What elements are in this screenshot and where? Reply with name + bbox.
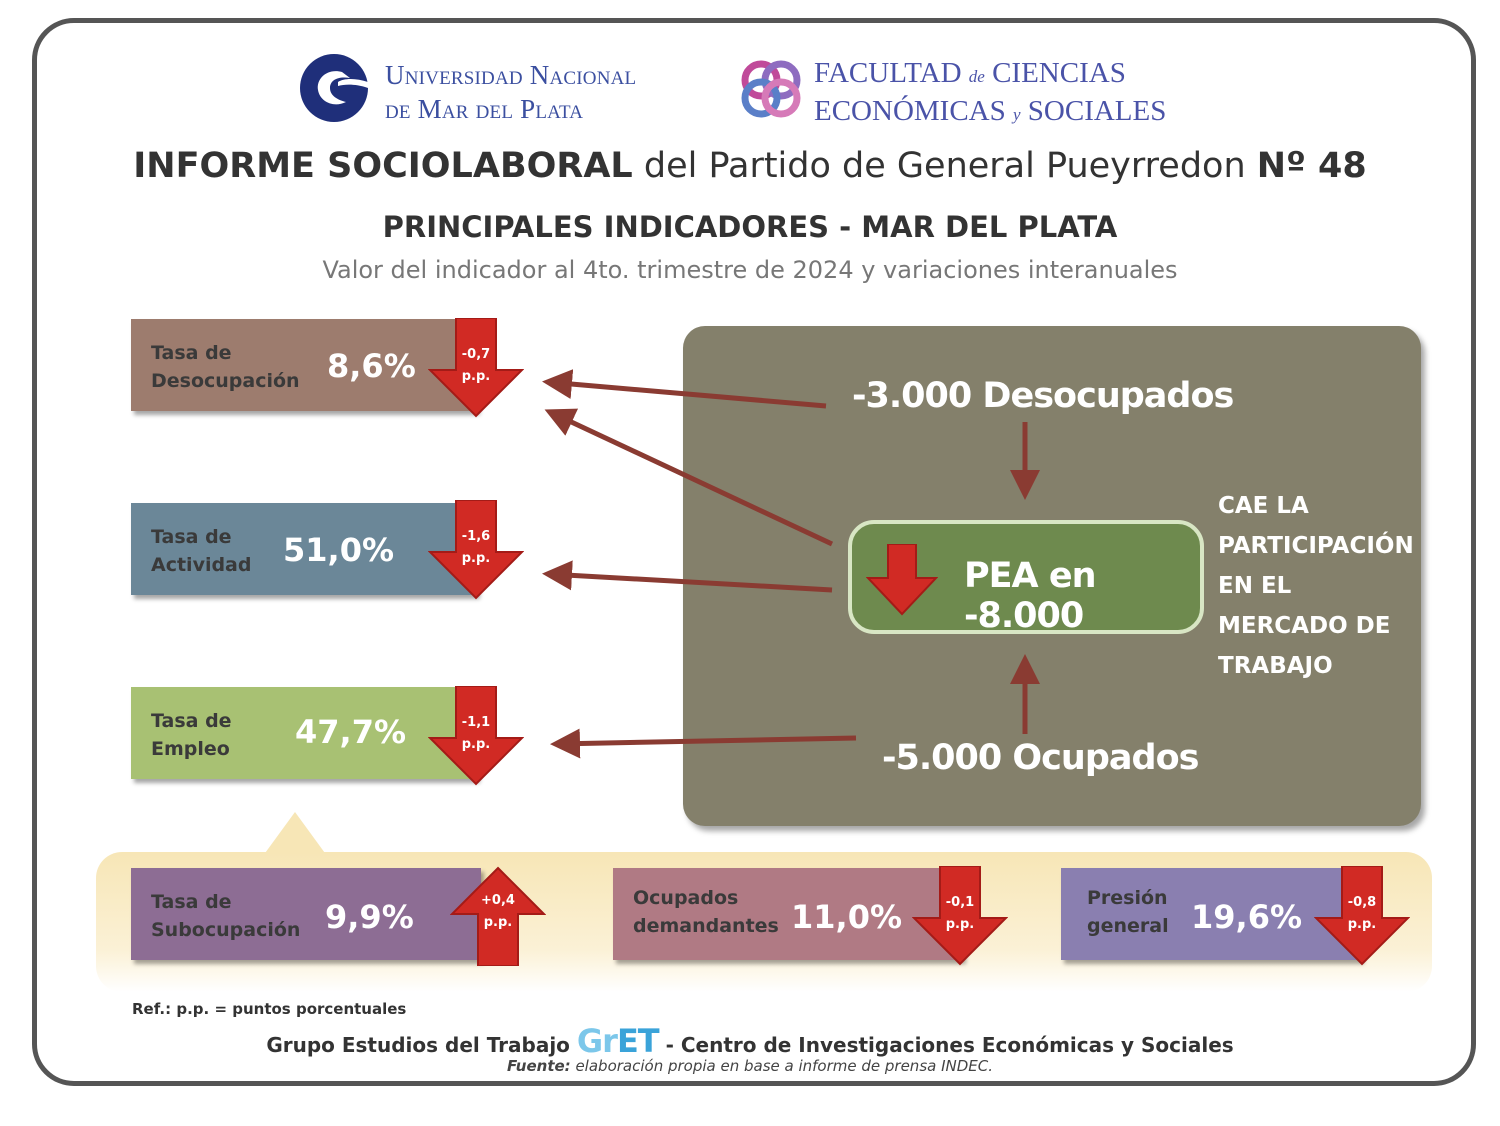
indicator-desocupacion [131, 319, 477, 411]
indicator-value: 11,0% [791, 898, 903, 936]
desocupados-change: -3.000 Desocupados [852, 376, 1234, 416]
label-line: Presión [1087, 887, 1168, 909]
indicator-subocupacion [131, 868, 481, 960]
report-title-rest: del Partido de General Pueyrredon [643, 146, 1246, 186]
faculty-word: FACULTAD [814, 57, 962, 89]
change-line: -0,1 [945, 895, 975, 910]
label-line: Tasa de [151, 710, 232, 732]
faculty-word: de [968, 67, 985, 86]
indicator-label [151, 888, 300, 944]
gret-logo-part: Gr [576, 1022, 617, 1060]
note-line: MERCADO DE [1218, 613, 1391, 639]
report-number: Nº 48 [1256, 146, 1367, 186]
down-arrow-icon [866, 544, 938, 616]
footer-source [0, 1057, 1500, 1075]
report-title-bold: INFORME SOCIOLABORAL [133, 146, 633, 186]
change-line: p.p. [461, 737, 491, 752]
indicator-label [151, 523, 251, 579]
faculty-word: SOCIALES [1027, 95, 1167, 127]
faculty-line-1 [814, 56, 1166, 94]
change-value [428, 712, 524, 756]
indicator-label [151, 707, 232, 763]
sub-subtitle: Valor del indicador al 4to. trimestre de 2024 y variaciones interanuales [322, 256, 1178, 284]
change-badge-desocupacion [428, 318, 524, 418]
label-line: Tasa de [151, 891, 232, 913]
indicator-ocupados-demandantes [613, 868, 963, 960]
faculty-name [814, 56, 1166, 132]
label-line: Subocupación [151, 919, 301, 941]
note-line: PARTICIPACIÓN [1218, 533, 1414, 559]
faculty-word: y [1013, 105, 1021, 124]
change-value [428, 526, 524, 570]
source-text: elaboración propia en base a informe de prensa INDEC. [575, 1057, 994, 1075]
change-badge-subocupacion [450, 866, 546, 966]
university-name [385, 58, 636, 126]
change-value [450, 890, 546, 934]
change-badge-actividad [428, 500, 524, 600]
footnote-ref: Ref.: p.p. = puntos porcentuales [132, 1000, 407, 1018]
change-value [428, 344, 524, 388]
source-label: Fuente: [506, 1057, 571, 1075]
label-line: Ocupados [633, 887, 739, 909]
change-line: p.p. [461, 369, 491, 384]
change-badge-presion-general [1314, 866, 1410, 966]
indicator-value: 47,7% [295, 713, 407, 751]
note-line: EN EL [1218, 573, 1292, 599]
university-line-1: Universidad Nacional [385, 60, 637, 90]
label-line: Actividad [151, 554, 252, 576]
indicator-value: 8,6% [327, 347, 416, 385]
change-line: +0,4 [481, 893, 515, 908]
center-name: - Centro de Investigaciones Económicas y Sociales [665, 1033, 1234, 1057]
change-line: -0,8 [1347, 895, 1377, 910]
change-line: p.p. [945, 917, 975, 932]
change-line: p.p. [1347, 917, 1377, 932]
label-line: Desocupación [151, 370, 300, 392]
indicator-value: 9,9% [325, 898, 414, 936]
indicator-empleo [131, 687, 477, 779]
label-line: demandantes [633, 915, 779, 937]
change-line: -0,7 [461, 347, 491, 362]
gret-logo-part: ET [616, 1022, 659, 1060]
label-line: Tasa de [151, 342, 232, 364]
indicator-label [633, 884, 779, 940]
label-line: general [1087, 915, 1169, 937]
report-title [0, 146, 1500, 186]
change-value [1314, 892, 1410, 936]
change-line: -1,6 [461, 529, 491, 544]
indicator-actividad [131, 503, 477, 595]
group-name: Grupo Estudios del Trabajo [266, 1033, 570, 1057]
ocupados-change: -5.000 Ocupados [882, 738, 1199, 778]
faculty-word: ECONÓMICAS [814, 95, 1006, 127]
university-line-2: de Mar del Plata [385, 94, 584, 124]
gret-logo [577, 1022, 659, 1060]
indicator-label [151, 339, 300, 395]
indicator-label [1087, 884, 1169, 940]
note-line: TRABAJO [1218, 653, 1333, 679]
indicator-value: 51,0% [283, 531, 395, 569]
change-line: p.p. [461, 551, 491, 566]
faculty-line-2 [814, 94, 1166, 132]
change-line: p.p. [483, 915, 513, 930]
faculty-word: CIENCIAS [992, 57, 1126, 89]
label-line: Tasa de [151, 526, 232, 548]
change-badge-ocupados-demandantes [912, 866, 1008, 966]
subtitle: PRINCIPALES INDICADORES - MAR DEL PLATA [382, 210, 1118, 244]
pea-change: PEA en -8.000 [964, 556, 1096, 636]
change-badge-empleo [428, 686, 524, 786]
change-line: -1,1 [461, 715, 491, 730]
change-value [912, 892, 1008, 936]
pea-box [848, 520, 1204, 634]
note-line: CAE LA [1218, 493, 1309, 519]
fces-logo-icon [735, 52, 807, 124]
participation-note [1218, 486, 1414, 686]
footer-group [0, 1022, 1500, 1060]
unmdp-logo-icon [298, 52, 372, 124]
label-line: Empleo [151, 738, 230, 760]
indicator-value: 19,6% [1191, 898, 1303, 936]
